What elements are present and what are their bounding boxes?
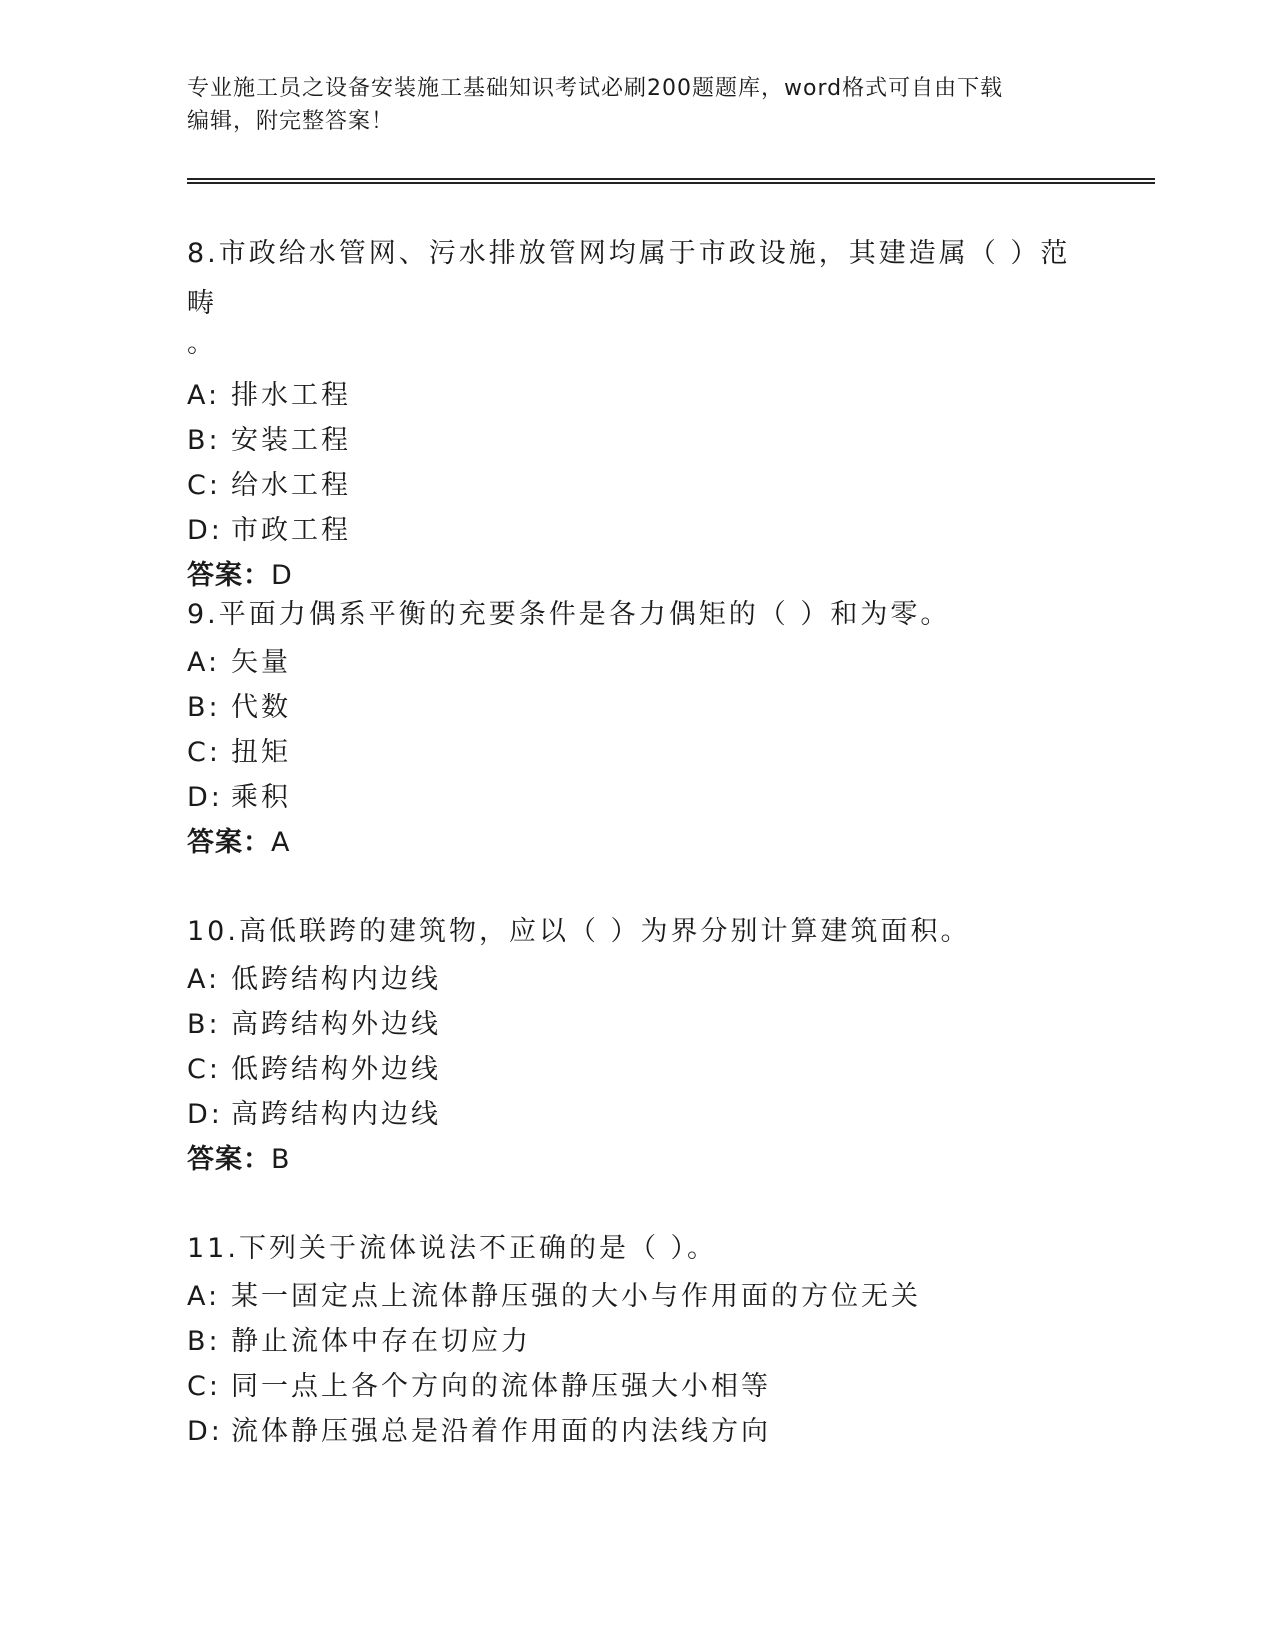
- question-stem: 10.高低联跨的建筑物，应以（ ）为界分别计算建筑面积。: [187, 916, 971, 947]
- answer-label: 答案：: [187, 1144, 271, 1175]
- option-text: 市政工程: [231, 515, 351, 546]
- option-letter: D:: [187, 782, 223, 813]
- option-letter: C:: [187, 1371, 221, 1402]
- option-b: [187, 1002, 1087, 1047]
- option-c: [187, 730, 1087, 775]
- option-text: 低跨结构内边线: [231, 964, 441, 995]
- option-b: [187, 685, 1087, 730]
- option-letter: A:: [187, 380, 221, 411]
- question-stem: 9.平面力偶系平衡的充要条件是各力偶矩的（ ）和为零。: [187, 599, 951, 630]
- option-d: [187, 508, 1087, 553]
- option-text: 矢量: [231, 647, 291, 678]
- option-letter: A:: [187, 647, 221, 678]
- option-c: [187, 463, 1087, 508]
- option-letter: D:: [187, 515, 223, 546]
- option-text: 乘积: [231, 782, 291, 813]
- option-letter: C:: [187, 1054, 221, 1085]
- option-text: 静止流体中存在切应力: [231, 1326, 531, 1357]
- option-text: 给水工程: [231, 470, 351, 501]
- answer-line: [187, 1137, 1087, 1182]
- option-letter: C:: [187, 737, 221, 768]
- option-letter: B:: [187, 1009, 221, 1040]
- option-text: 排水工程: [231, 380, 351, 411]
- answer-value: B: [271, 1144, 291, 1175]
- option-letter: B:: [187, 1326, 221, 1357]
- option-text: 扭矩: [231, 737, 291, 768]
- answer-label: 答案：: [187, 827, 271, 858]
- answer-line: [187, 820, 1087, 865]
- question-stem: 11.下列关于流体说法不正确的是（ ）。: [187, 1233, 718, 1264]
- header-title-line1: 专业施工员之设备安装施工基础知识考试必刷200题题库，word格式可自由下载: [187, 76, 1004, 101]
- header-divider: [187, 178, 1155, 184]
- question-9: [187, 590, 1087, 865]
- question-8: [187, 229, 1087, 598]
- option-c: [187, 1364, 1087, 1409]
- option-letter: A:: [187, 1281, 221, 1312]
- question-10: [187, 907, 1087, 1182]
- answer-label: 答案：: [187, 560, 271, 591]
- option-letter: A:: [187, 964, 221, 995]
- option-text: 低跨结构外边线: [231, 1054, 441, 1085]
- option-a: [187, 640, 1087, 685]
- option-text: 安装工程: [231, 425, 351, 456]
- option-letter: D:: [187, 1099, 223, 1130]
- option-d: [187, 1409, 1087, 1454]
- option-text: 高跨结构内边线: [231, 1099, 441, 1130]
- question-11: [187, 1224, 1087, 1454]
- option-b: [187, 1319, 1087, 1364]
- option-a: [187, 1274, 1087, 1319]
- option-a: [187, 957, 1087, 1002]
- option-a: [187, 373, 1087, 418]
- document-header: [187, 72, 1067, 138]
- option-text: 代数: [231, 692, 291, 723]
- option-text: 同一点上各个方向的流体静压强大小相等: [231, 1371, 771, 1402]
- option-letter: C:: [187, 470, 221, 501]
- option-letter: B:: [187, 425, 221, 456]
- option-letter: B:: [187, 692, 221, 723]
- question-stem-continuation: 。: [187, 328, 217, 359]
- question-stem: 8.市政给水管网、污水排放管网均属于市政设施，其建造属（ ）范畴: [187, 238, 1071, 319]
- option-text: 高跨结构外边线: [231, 1009, 441, 1040]
- option-d: [187, 775, 1087, 820]
- option-c: [187, 1047, 1087, 1092]
- option-letter: D:: [187, 1416, 223, 1447]
- answer-value: A: [271, 827, 291, 858]
- option-b: [187, 418, 1087, 463]
- answer-value: D: [271, 560, 293, 591]
- option-text: 某一固定点上流体静压强的大小与作用面的方位无关: [231, 1281, 921, 1312]
- option-d: [187, 1092, 1087, 1137]
- header-title-line2: 编辑，附完整答案！: [187, 109, 395, 134]
- option-text: 流体静压强总是沿着作用面的内法线方向: [231, 1416, 771, 1447]
